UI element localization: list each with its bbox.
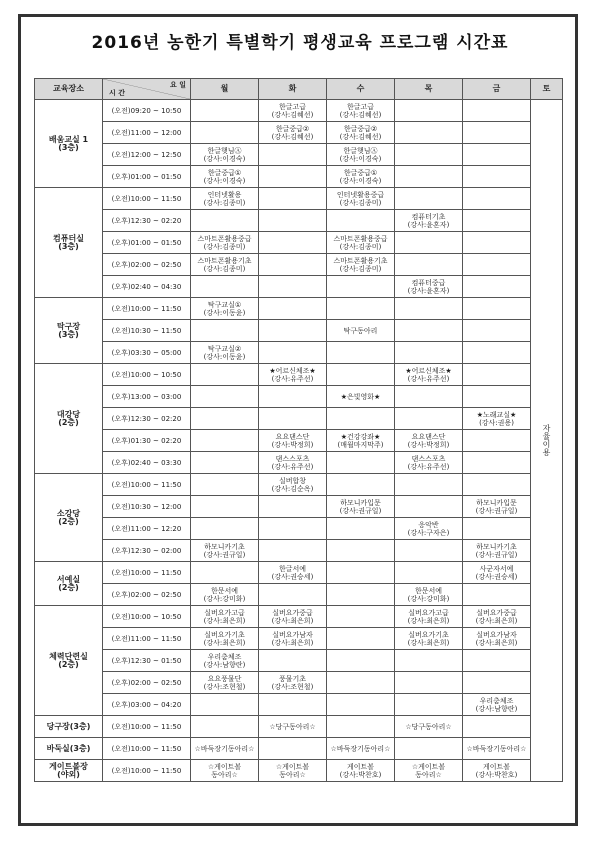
program-cell: ★건강강좌★ (매월마지막주)	[327, 430, 395, 452]
time-slot: (오후)12:30 ~ 02:20	[103, 210, 191, 232]
time-slot: (오후)02:40 ~ 04:30	[103, 276, 191, 298]
program-cell	[191, 364, 259, 386]
program-cell	[191, 562, 259, 584]
program-cell: 게이트볼 (강사:박찬호)	[327, 760, 395, 782]
program-cell	[191, 716, 259, 738]
program-cell	[191, 694, 259, 716]
program-cell	[395, 144, 463, 166]
program-cell: 컴퓨터기초 (강사:윤혼자)	[395, 210, 463, 232]
table-row	[35, 628, 563, 650]
header-day-tue: 화	[259, 79, 327, 100]
program-cell: ☆게이트볼 동아리☆	[395, 760, 463, 782]
program-cell: 한글서예 (강사:권승세)	[259, 562, 327, 584]
program-cell	[395, 408, 463, 430]
program-cell	[259, 188, 327, 210]
program-cell: 스마트폰활용중급 (강사:김종미)	[191, 232, 259, 254]
program-cell	[395, 540, 463, 562]
time-slot: (오전)10:30 ~ 12:00	[103, 496, 191, 518]
program-cell: 게이트볼 (강사:박찬호)	[463, 760, 531, 782]
room-name: 컴퓨터실 (3층)	[35, 188, 103, 298]
table-row	[35, 100, 563, 122]
table-row	[35, 166, 563, 188]
program-cell: 요요댄스단 (강사:박정희)	[395, 430, 463, 452]
program-cell: 응악반 (강사:구자은)	[395, 518, 463, 540]
room-name: 바둑실(3층)	[35, 738, 103, 760]
table-row	[35, 144, 563, 166]
program-cell	[395, 254, 463, 276]
program-cell: 하모니카입문 (강사:권규일)	[327, 496, 395, 518]
program-cell: 한문서예 (강사:강미화)	[191, 584, 259, 606]
program-cell	[463, 672, 531, 694]
program-cell	[259, 650, 327, 672]
program-cell	[259, 254, 327, 276]
time-slot: (오후)01:30 ~ 02:20	[103, 430, 191, 452]
time-slot: (오전)11:00 ~ 11:50	[103, 628, 191, 650]
program-cell	[463, 474, 531, 496]
program-cell: ★노래교실★ (강사:권용)	[463, 408, 531, 430]
program-cell: ☆게이트볼 동아리☆	[259, 760, 327, 782]
table-row	[35, 210, 563, 232]
program-cell	[327, 628, 395, 650]
time-slot: (오전)10:00 ~ 10:50	[103, 606, 191, 628]
time-slot: (오후)12:30 ~ 02:20	[103, 408, 191, 430]
program-cell	[191, 386, 259, 408]
table-row	[35, 298, 563, 320]
program-cell: 한글중급② (강사:김혜선)	[327, 122, 395, 144]
program-cell: 사군자서예 (강사:권승세)	[463, 562, 531, 584]
program-cell: 풍물기초 (강사:조현철)	[259, 672, 327, 694]
program-cell	[463, 650, 531, 672]
program-cell	[191, 430, 259, 452]
program-cell: ☆당구동아리☆	[259, 716, 327, 738]
program-cell	[191, 100, 259, 122]
program-cell: 실버요가고급 (강사:최은희)	[395, 606, 463, 628]
program-cell	[327, 474, 395, 496]
table-row	[35, 496, 563, 518]
time-slot: (오후)02:00 ~ 02:50	[103, 584, 191, 606]
program-cell: 우리춤체조 (강사:남향란)	[463, 694, 531, 716]
program-cell	[327, 298, 395, 320]
time-slot: (오전)10:00 ~ 10:50	[103, 364, 191, 386]
table-row	[35, 122, 563, 144]
program-cell	[191, 210, 259, 232]
program-cell: 스마트폰활용기초 (강사:김종미)	[327, 254, 395, 276]
program-cell: 한글중급① (강사:이경숙)	[191, 166, 259, 188]
program-cell	[259, 298, 327, 320]
program-cell	[463, 518, 531, 540]
program-cell	[463, 320, 531, 342]
program-cell: 실버합창 (강사:김순옥)	[259, 474, 327, 496]
time-slot: (오후)12:30 ~ 01:50	[103, 650, 191, 672]
program-cell	[463, 166, 531, 188]
program-cell: ☆바둑장기동아리☆	[191, 738, 259, 760]
table-row	[35, 452, 563, 474]
table-row	[35, 650, 563, 672]
program-cell	[191, 408, 259, 430]
program-cell: 탁구교실② (강사:이동윤)	[191, 342, 259, 364]
program-cell: 한글중급② (강사:김혜선)	[259, 122, 327, 144]
program-cell: 한글고급 (강사:김혜선)	[259, 100, 327, 122]
table-row	[35, 430, 563, 452]
program-cell: ☆게이트볼 동아리☆	[191, 760, 259, 782]
program-cell	[395, 298, 463, 320]
table-row	[35, 364, 563, 386]
program-cell	[259, 210, 327, 232]
table-row	[35, 672, 563, 694]
program-cell: 실버요가남자 (강사:최은희)	[463, 628, 531, 650]
table-row	[35, 342, 563, 364]
schedule-table	[34, 78, 563, 782]
header-day-mon: 월	[191, 79, 259, 100]
program-cell	[395, 562, 463, 584]
program-cell	[463, 584, 531, 606]
program-cell	[327, 518, 395, 540]
program-cell	[191, 320, 259, 342]
program-cell	[327, 342, 395, 364]
time-slot: (오전)10:00 ~ 11:50	[103, 474, 191, 496]
program-cell	[463, 144, 531, 166]
header-day-label: 요 일	[170, 81, 186, 89]
program-cell	[463, 210, 531, 232]
header-day-sat: 토	[531, 79, 563, 100]
table-row	[35, 232, 563, 254]
program-cell	[327, 364, 395, 386]
program-cell	[395, 672, 463, 694]
program-cell	[327, 452, 395, 474]
program-cell: 하모니카기초 (강사:권규일)	[463, 540, 531, 562]
program-cell	[259, 144, 327, 166]
program-cell: 하모니카기초 (강사:권규일)	[191, 540, 259, 562]
program-cell	[395, 342, 463, 364]
program-cell	[259, 408, 327, 430]
table-row	[35, 760, 563, 782]
program-cell	[259, 386, 327, 408]
header-time-label: 시 간	[109, 89, 125, 97]
time-slot: (오전)10:00 ~ 11:50	[103, 716, 191, 738]
program-cell	[259, 166, 327, 188]
time-slot: (오후)03:30 ~ 05:00	[103, 342, 191, 364]
program-cell: 실버요가기초 (강사:최은희)	[191, 628, 259, 650]
time-slot: (오후)03:00 ~ 04:20	[103, 694, 191, 716]
program-cell	[463, 100, 531, 122]
program-cell	[395, 232, 463, 254]
program-cell	[327, 540, 395, 562]
table-row	[35, 518, 563, 540]
time-slot: (오전)11:00 ~ 12:20	[103, 518, 191, 540]
room-name: 체력단련실 (2층)	[35, 606, 103, 716]
time-slot: (오전)10:00 ~ 11:50	[103, 298, 191, 320]
program-cell: 컴퓨터중급 (강사:윤혼자)	[395, 276, 463, 298]
program-cell: 요요댄스단 (강사:박정희)	[259, 430, 327, 452]
time-slot: (오전)10:00 ~ 11:50	[103, 738, 191, 760]
program-cell	[395, 122, 463, 144]
program-cell: ★어르신체조★ (강사:유주선)	[395, 364, 463, 386]
program-cell	[327, 606, 395, 628]
program-cell	[395, 650, 463, 672]
time-slot: (오전)10:00 ~ 11:50	[103, 188, 191, 210]
room-name: 게이트볼장 (야외)	[35, 760, 103, 782]
program-cell	[463, 386, 531, 408]
program-cell	[327, 210, 395, 232]
program-cell	[191, 474, 259, 496]
program-cell	[259, 518, 327, 540]
table-row	[35, 606, 563, 628]
program-cell: ★어르신체조★ (강사:유주선)	[259, 364, 327, 386]
room-name: 서예실 (2층)	[35, 562, 103, 606]
program-cell: 댄스스포츠 (강사:유주선)	[395, 452, 463, 474]
program-cell	[191, 276, 259, 298]
program-cell	[259, 276, 327, 298]
table-row	[35, 408, 563, 430]
table-row	[35, 562, 563, 584]
program-cell	[327, 276, 395, 298]
page-title: 2016년 농한기 특별학기 평생교육 프로그램 시간표	[91, 33, 509, 53]
table-row	[35, 716, 563, 738]
time-slot: (오후)02:40 ~ 03:30	[103, 452, 191, 474]
program-cell	[259, 540, 327, 562]
table-row	[35, 254, 563, 276]
table-row	[35, 474, 563, 496]
time-slot: (오전)11:00 ~ 12:00	[103, 122, 191, 144]
time-slot: (오후)13:00 ~ 03:00	[103, 386, 191, 408]
program-cell: ★은빛영화★	[327, 386, 395, 408]
table-row	[35, 276, 563, 298]
table-row	[35, 584, 563, 606]
table-row	[35, 386, 563, 408]
header-day-wed: 수	[327, 79, 395, 100]
table-row	[35, 738, 563, 760]
program-cell	[395, 496, 463, 518]
program-cell: 실버요가기초 (강사:최은희)	[395, 628, 463, 650]
program-cell	[395, 100, 463, 122]
program-cell: 실버요가중급 (강사:최은희)	[463, 606, 531, 628]
program-cell	[191, 122, 259, 144]
saturday-note: 자 율 이 용	[531, 100, 563, 782]
table-row	[35, 320, 563, 342]
program-cell: ☆바둑장기동아리☆	[463, 738, 531, 760]
program-cell: 스마트폰활용기초 (강사:김종미)	[191, 254, 259, 276]
program-cell: 실버요가고급 (강사:최은희)	[191, 606, 259, 628]
program-cell: 실버요가남자 (강사:최은희)	[259, 628, 327, 650]
table-row	[35, 694, 563, 716]
table-row	[35, 188, 563, 210]
program-cell	[327, 672, 395, 694]
program-cell: 한문서예 (강사:강미화)	[395, 584, 463, 606]
program-cell	[395, 320, 463, 342]
room-name: 대강당 (2층)	[35, 364, 103, 474]
program-cell: 한글햇님Ⓐ (강사:이경숙)	[327, 144, 395, 166]
program-cell	[395, 188, 463, 210]
program-cell: 탁구동아리	[327, 320, 395, 342]
header-day-time	[103, 79, 191, 100]
table-row	[35, 540, 563, 562]
program-cell: ☆당구동아리☆	[395, 716, 463, 738]
program-cell	[463, 298, 531, 320]
time-slot: (오전)12:00 ~ 12:50	[103, 144, 191, 166]
time-slot: (오전)09:20 ~ 10:50	[103, 100, 191, 122]
program-cell: 탁구교실① (강사:이동윤)	[191, 298, 259, 320]
program-cell: ☆바둑장기동아리☆	[327, 738, 395, 760]
program-cell	[259, 496, 327, 518]
program-cell	[259, 584, 327, 606]
header-day-fri: 금	[463, 79, 531, 100]
room-name: 배움교실 1 (3층)	[35, 100, 103, 188]
program-cell	[463, 342, 531, 364]
time-slot: (오전)10:30 ~ 11:50	[103, 320, 191, 342]
program-cell	[463, 364, 531, 386]
program-cell	[259, 232, 327, 254]
room-name: 당구장(3층)	[35, 716, 103, 738]
program-cell: 인터넷활용중급 (강사:김종미)	[327, 188, 395, 210]
program-cell	[463, 716, 531, 738]
program-cell	[327, 584, 395, 606]
program-cell: 한글햇님Ⓐ (강사:이경숙)	[191, 144, 259, 166]
program-cell	[463, 232, 531, 254]
time-slot: (오후)01:00 ~ 01:50	[103, 166, 191, 188]
program-cell	[327, 716, 395, 738]
program-cell	[395, 474, 463, 496]
time-slot: (오후)02:00 ~ 02:50	[103, 254, 191, 276]
program-cell	[463, 188, 531, 210]
program-cell: 하모니카입문 (강사:권규일)	[463, 496, 531, 518]
program-cell: 인터넷활용 (강사:김종미)	[191, 188, 259, 210]
program-cell	[191, 496, 259, 518]
program-cell: 우리춤체조 (강사:남향란)	[191, 650, 259, 672]
time-slot: (오후)02:00 ~ 02:50	[103, 672, 191, 694]
program-cell: 실버요가중급 (강사:최은희)	[259, 606, 327, 628]
header-day-thu: 목	[395, 79, 463, 100]
program-cell	[463, 430, 531, 452]
program-cell: 한글중급① (강사:이경숙)	[327, 166, 395, 188]
time-slot: (오후)12:30 ~ 02:00	[103, 540, 191, 562]
program-cell	[259, 342, 327, 364]
program-cell: 스마트폰활용중급 (강사:김종미)	[327, 232, 395, 254]
program-cell	[259, 320, 327, 342]
program-cell: 한글고급 (강사:김혜선)	[327, 100, 395, 122]
program-cell	[395, 694, 463, 716]
time-slot: (오후)01:00 ~ 01:50	[103, 232, 191, 254]
program-cell	[463, 122, 531, 144]
time-slot: (오전)10:00 ~ 11:50	[103, 562, 191, 584]
time-slot: (오전)10:00 ~ 11:50	[103, 760, 191, 782]
program-cell	[191, 518, 259, 540]
program-cell	[395, 386, 463, 408]
program-cell	[395, 738, 463, 760]
room-name: 소강당 (2층)	[35, 474, 103, 562]
program-cell: 요요풍물단 (강사:조현철)	[191, 672, 259, 694]
program-cell	[463, 276, 531, 298]
program-cell	[327, 650, 395, 672]
program-cell	[463, 254, 531, 276]
program-cell	[259, 738, 327, 760]
program-cell	[463, 452, 531, 474]
program-cell	[191, 452, 259, 474]
program-cell	[327, 408, 395, 430]
program-cell: 댄스스포츠 (강사:유주선)	[259, 452, 327, 474]
room-name: 탁구장 (3층)	[35, 298, 103, 364]
header-room: 교육장소	[35, 79, 103, 100]
program-cell	[327, 694, 395, 716]
program-cell	[395, 166, 463, 188]
program-cell	[259, 694, 327, 716]
program-cell	[327, 562, 395, 584]
